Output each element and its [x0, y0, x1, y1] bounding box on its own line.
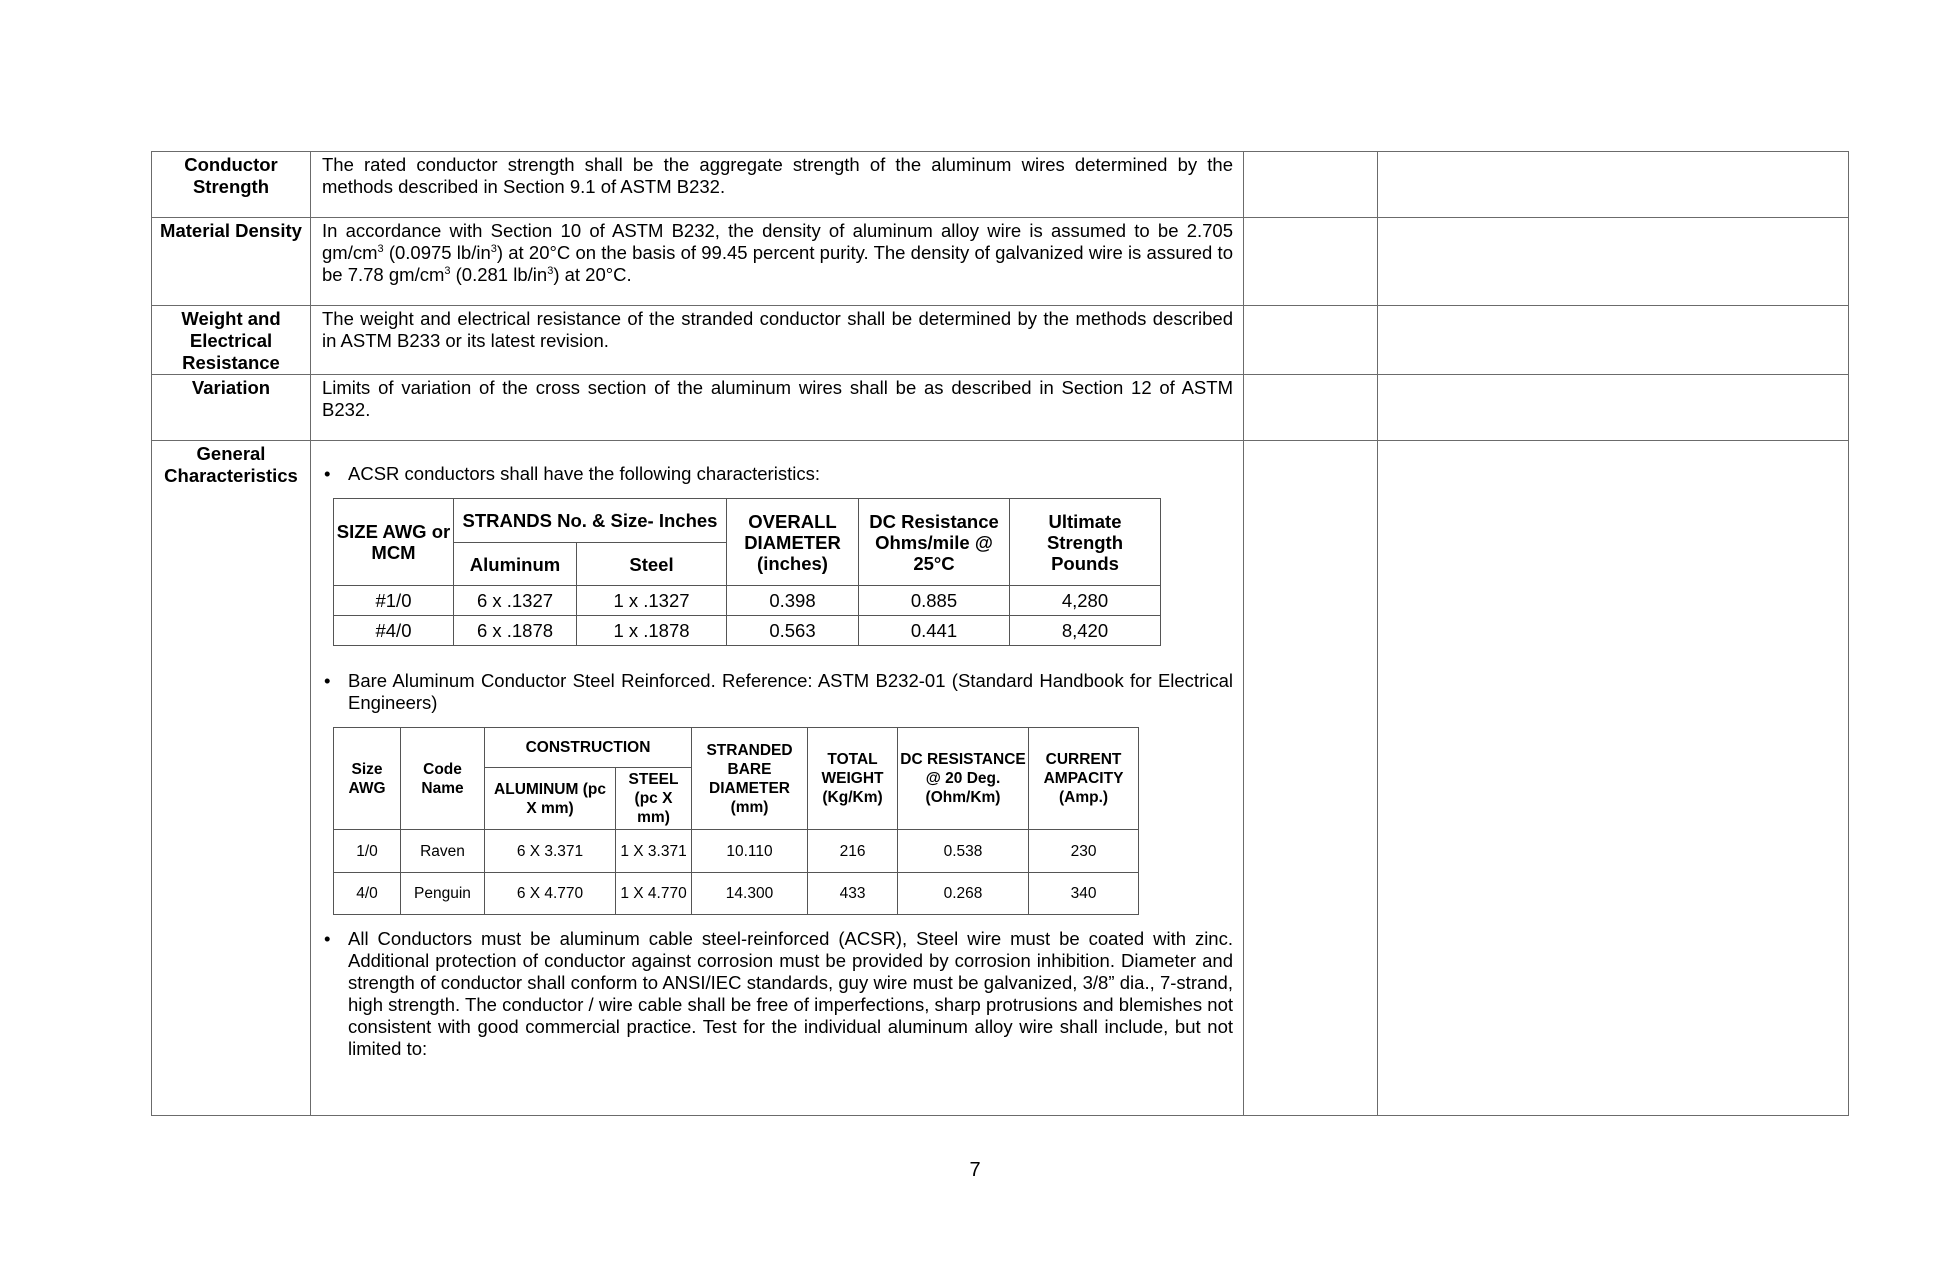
t1-cell: 8,420 — [1010, 616, 1161, 646]
t1-cell: 0.441 — [859, 616, 1010, 646]
t2-header-construction: CONSTRUCTION — [485, 728, 692, 768]
t1-cell: 4,280 — [1010, 586, 1161, 616]
t2-cell: 340 — [1029, 873, 1139, 915]
t1-header-size: SIZE AWG or MCM — [334, 499, 454, 586]
bullet-acsr-characteristics — [322, 463, 1233, 485]
t2-cell: 0.268 — [898, 873, 1029, 915]
table-row — [334, 586, 1161, 616]
text-weight-resistance: The weight and electrical resistance of the stranded conductor shall be determined by the methods described in ASTM B233 or its latest revision. — [311, 306, 1244, 375]
t2-cell: 10.110 — [692, 830, 808, 873]
density-text-d: (0.281 lb/in — [450, 264, 548, 285]
bullet-dot: • — [324, 670, 331, 691]
row-variation — [152, 375, 1849, 441]
t1-cell: 1 x .1878 — [577, 616, 727, 646]
t2-cell: 1 X 4.770 — [616, 873, 692, 915]
density-sup-c: 3 — [444, 264, 451, 277]
text-material-density — [311, 218, 1244, 306]
bullet-acsr-text: ACSR conductors shall have the following characteristics: — [348, 463, 820, 484]
t2-header-weight: TOTAL WEIGHT (Kg/Km) — [808, 728, 898, 830]
t2-cell: 1/0 — [334, 830, 401, 873]
density-text-a: In accordance with Section 10 of ASTM B232, the density of aluminum alloy wire is assumed to be 2.705 gm/cm — [322, 220, 1233, 263]
t2-cell: 6 X 4.770 — [485, 873, 616, 915]
t2-header-ampacity: CURRENT AMPACITY (Amp.) — [1029, 728, 1139, 830]
bullet-all-conductors-text: All Conductors must be aluminum cable steel-reinforced (ACSR), Steel wire must be coated with zinc. Additional protection of conductor against corrosion must be provided by corrosion inhibition. Diameter and strength of conductor shall conform to ANSI/IEC standards, guy wire must be galvanized, 3/8” dia., 7-strand, high strength. The conductor / wire cable shall be free of imperfections, sharp protrusions and blemishes not consistent with good commercial practice. Test for the individual aluminum alloy wire shall include, but not limited to: — [348, 928, 1233, 1059]
t2-cell: Penguin — [401, 873, 485, 915]
blank-cell — [1378, 152, 1849, 218]
page-number: 7 — [969, 1159, 981, 1181]
table-row — [334, 873, 1139, 915]
density-sup-b: 3 — [490, 242, 497, 255]
t1-header-strands: STRANDS No. & Size- Inches — [454, 499, 727, 543]
t1-header-steel: Steel — [577, 543, 727, 586]
density-text-b: (0.0975 lb/in — [383, 242, 491, 263]
text-variation: Limits of variation of the cross section of the aluminum wires shall be as described in Section 12 of ASTM B232. — [311, 375, 1244, 441]
t2-header-aluminum: ALUMINUM (pc X mm) — [485, 768, 616, 830]
blank-cell — [1378, 375, 1849, 441]
t2-header-code: Code Name — [401, 728, 485, 830]
t1-cell: 1 x .1327 — [577, 586, 727, 616]
blank-cell — [1244, 441, 1378, 1116]
row-conductor-strength — [152, 152, 1849, 218]
t1-header-dc-resistance: DC Resistance Ohms/mile @ 25°C — [859, 499, 1010, 586]
density-text-e: ) at 20°C. — [553, 264, 632, 285]
blank-cell — [1244, 375, 1378, 441]
t2-cell: 230 — [1029, 830, 1139, 873]
bullet-bare-aluminum-text: Bare Aluminum Conductor Steel Reinforced. Reference: ASTM B232-01 (Standard Handbook for Electrical Engineers) — [348, 670, 1233, 713]
blank-cell — [1378, 306, 1849, 375]
t2-cell: 6 X 3.371 — [485, 830, 616, 873]
blank-cell — [1244, 218, 1378, 306]
t1-cell: 0.398 — [727, 586, 859, 616]
label-variation: Variation — [152, 375, 311, 441]
t1-cell: 6 x .1327 — [454, 586, 577, 616]
label-conductor-strength: Conductor Strength — [152, 152, 311, 218]
t1-cell: 6 x .1878 — [454, 616, 577, 646]
bullet-dot: • — [324, 463, 331, 484]
t2-cell: 0.538 — [898, 830, 1029, 873]
text-conductor-strength: The rated conductor strength shall be the aggregate strength of the aluminum wires determined by the methods described in Section 9.1 of ASTM B232. — [311, 152, 1244, 218]
density-sup-a: 3 — [377, 242, 384, 255]
t1-header-strength: Ultimate Strength Pounds — [1010, 499, 1161, 586]
specification-table — [151, 151, 1849, 1116]
t2-header-size: Size AWG — [334, 728, 401, 830]
bullet-all-conductors — [322, 928, 1233, 1060]
t1-cell: 0.563 — [727, 616, 859, 646]
bullet-dot: • — [324, 928, 331, 949]
row-material-density — [152, 218, 1849, 306]
blank-cell — [1378, 218, 1849, 306]
row-general-characteristics — [152, 441, 1849, 1116]
t1-cell: 0.885 — [859, 586, 1010, 616]
bare-aluminum-table — [333, 727, 1139, 915]
label-material-density: Material Density — [152, 218, 311, 306]
bullet-bare-aluminum — [322, 670, 1233, 714]
t2-cell: 1 X 3.371 — [616, 830, 692, 873]
table-row — [334, 616, 1161, 646]
t1-header-aluminum: Aluminum — [454, 543, 577, 586]
t2-cell: 433 — [808, 873, 898, 915]
t2-cell: 14.300 — [692, 873, 808, 915]
blank-cell — [1378, 441, 1849, 1116]
t2-cell: 4/0 — [334, 873, 401, 915]
acsr-characteristics-table — [333, 498, 1161, 646]
t1-cell: #1/0 — [334, 586, 454, 616]
label-weight-resistance: Weight and Electrical Resistance — [152, 306, 311, 375]
t2-header-diameter: STRANDED BARE DIAMETER (mm) — [692, 728, 808, 830]
t1-header-diameter: OVERALL DIAMETER (inches) — [727, 499, 859, 586]
t2-header-steel: STEEL (pc X mm) — [616, 768, 692, 830]
blank-cell — [1244, 306, 1378, 375]
table-row — [334, 830, 1139, 873]
t2-cell: Raven — [401, 830, 485, 873]
density-text-c: ) at 20°C on the basis of 99.45 percent purity. The density of galvanized wire is assured to be 7.78 gm/cm — [322, 242, 1233, 285]
general-characteristics-content — [311, 441, 1244, 1116]
row-weight-resistance — [152, 306, 1849, 375]
label-general-characteristics: General Characteristics — [152, 441, 311, 1116]
t2-header-dc-resistance: DC RESISTANCE @ 20 Deg. (Ohm/Km) — [898, 728, 1029, 830]
blank-cell — [1244, 152, 1378, 218]
density-sup-d: 3 — [547, 264, 554, 277]
t1-cell: #4/0 — [334, 616, 454, 646]
t2-cell: 216 — [808, 830, 898, 873]
